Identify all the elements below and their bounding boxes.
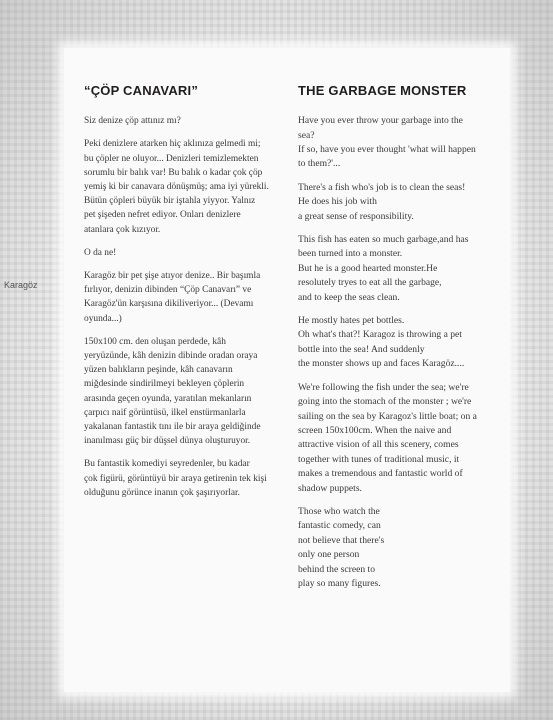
turkish-paragraph: Bu fantastik komediyi seyredenler, bu kadar çok figürü, görüntüyü bir araya getirenin tek kişi olduğunu görünce inanın çok şaşırıyorlar. [84, 459, 267, 498]
turkish-paragraph: 150x100 cm. den oluşan perdede, kâh yeryüzünde, kâh denizin dibinde oradan oraya yüzen balıkların peşinde, kâh canavarın miğdesinde sindirilmeyi bekleyen çöplerin arasında geçen oyunda, yaratılan mekanların çarpıcı naif görüntüsü, ilkel enstürmanlarla yakalanan fantastik tını ile bir araya geldiğinde inanılması güç bir düşsel dünya oluşturuyor. [84, 336, 261, 447]
english-paragraph: Those who watch the fantastic comedy, can not believe that there's only one person behind the screen to play so many figures. [298, 505, 385, 589]
turkish-paragraph: O da ne! [84, 247, 117, 258]
english-paragraph: There's a fish who's job is to clean the seas! He does his job with a great sense of responsibility. [298, 181, 466, 222]
turkish-column [84, 84, 276, 509]
english-paragraph: Have you ever throw your garbage into the sea? If so, have you ever thought 'what will happen to them?'... [298, 115, 476, 170]
english-title: THE GARBAGE MONSTER [298, 83, 467, 98]
english-paragraph: We're following the fish under the sea; we're going into the stomach of the monster ; we're sailing on the sea by Karagoz's little boat; on a screen 150x100cm. When the naive and attractive vision of all this scenery, comes together with tunes of traditional music, it makes a tremendous and fantastic world of shadow puppets. [298, 381, 477, 494]
document-page [64, 48, 510, 692]
turkish-paragraph: Karagöz bir pet şişe atıyor denize.. Bir başımla fırlıyor, denizin dibinden “Çöp Canavarı” ve Karagöz'ün karşısına dikiliveriyor... (Devamı oyunda...) [84, 271, 261, 324]
turkish-paragraph: Peki denizlere atarken hiç aklınıza gelmedi mi; bu çöpler ne oluyor... Denizleri temizlemekten sorumlu bir balık var! Bu balık o kadar çok çöp yemiş ki bir canavara dönüşmüş; ama iyi yürekli. Bütün çöpleri büyük bir iştahla yiyyor. Yalnız pet şişeden nefret ediyor. Onları denizlere atanlara çok kızıyor. [84, 139, 269, 235]
margin-note: Karagöz [4, 280, 38, 290]
turkish-paragraph: Siz denize çöp attınız mı? [84, 116, 181, 127]
turkish-title: “ÇÖP CANAVARI” [84, 83, 199, 98]
english-paragraph: He mostly hates pet bottles. Oh what's that?! Karagoz is throwing a pet bottle into the sea! And suddenly the monster shows up and faces Karagöz.... [298, 315, 465, 370]
english-column [298, 84, 498, 600]
english-paragraph: This fish has eaten so much garbage,and has been turned into a monster. But he is a good hearted monster.He resolutely tryes to eat all the garbage, and to keep the seas clean. [298, 234, 469, 303]
